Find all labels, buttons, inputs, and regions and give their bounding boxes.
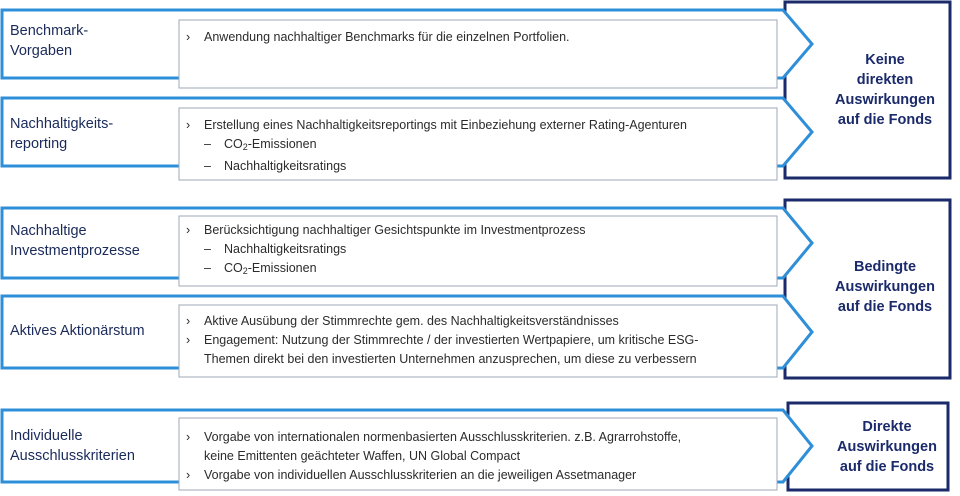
category-label-ausschluss: Individuelle Ausschlusskriterien: [10, 428, 135, 464]
bullet-icon: ›: [186, 468, 191, 482]
category-label-reporting: Nachhaltigkeits- reporting: [10, 116, 114, 152]
dash-icon: –: [204, 242, 211, 256]
bullet-icon: ›: [186, 223, 191, 237]
list-item-continuation: keine Emittenten geächteter Waffen, UN Global Compact: [204, 449, 521, 463]
content-reporting: [186, 116, 687, 176]
sub-list-item: – $CO_2$-Emissionen: [204, 137, 317, 152]
category-label-aktionaer: Aktives Aktionärstum: [10, 323, 145, 339]
category-label-benchmark: Benchmark- Vorgaben: [10, 23, 89, 59]
content-benchmark: [186, 28, 570, 47]
list-item: › Vorgabe von individuellen Ausschlusskriterien an die jeweiligen Assetmanager: [186, 466, 681, 485]
bullet-icon: ›: [186, 118, 191, 132]
content-ausschluss: [186, 428, 681, 485]
content-investment: [186, 221, 585, 281]
dash-icon: –: [204, 261, 211, 275]
category-label-investment: Nachhaltige Investmentprozesse: [10, 223, 140, 259]
sub-list-item: – Nachhaltigkeitsratings: [186, 240, 585, 259]
outcome-direkte: Direkte Auswirkungen auf die Fonds: [837, 419, 937, 475]
sub-list-item: – Nachhaltigkeitsratings: [186, 157, 687, 176]
bullet-icon: ›: [186, 333, 191, 347]
bullet-icon: ›: [186, 430, 191, 444]
bullet-icon: ›: [186, 30, 191, 44]
sub-list-item: – $CO_2$-Emissionen: [204, 261, 317, 276]
content-aktionaer: [186, 312, 698, 369]
list-item-continuation: Themen direkt bei den investierten Unternehmen anzusprechen, um diese zu verbessern: [204, 352, 697, 366]
bullet-icon: ›: [186, 314, 191, 328]
dash-icon: –: [204, 159, 211, 173]
list-item: › Vorgabe von internationalen normenbasierten Ausschlusskriterien. z.B. Agrarrohstoffe,: [186, 428, 681, 447]
dash-icon: –: [204, 137, 211, 151]
list-item: › Anwendung nachhaltiger Benchmarks für die einzelnen Portfolien.: [186, 28, 570, 47]
outcome-keine: Keine direkten Auswirkungen auf die Fonds: [835, 52, 935, 128]
outcome-bedingte: Bedingte Auswirkungen auf die Fonds: [835, 259, 935, 315]
list-item: › Erstellung eines Nachhaltigkeitsreportings mit Einbeziehung externer Rating-Agenturen: [186, 116, 687, 135]
list-item: › Aktive Ausübung der Stimmrechte gem. des Nachhaltigkeitsverständnisses: [186, 312, 698, 331]
list-item: › Engagement: Nutzung der Stimmrechte / der investierten Wertpapiere, um kritische ESG-: [186, 331, 698, 350]
list-item: › Berücksichtigung nachhaltiger Gesichtspunkte im Investmentprozess: [186, 221, 585, 240]
